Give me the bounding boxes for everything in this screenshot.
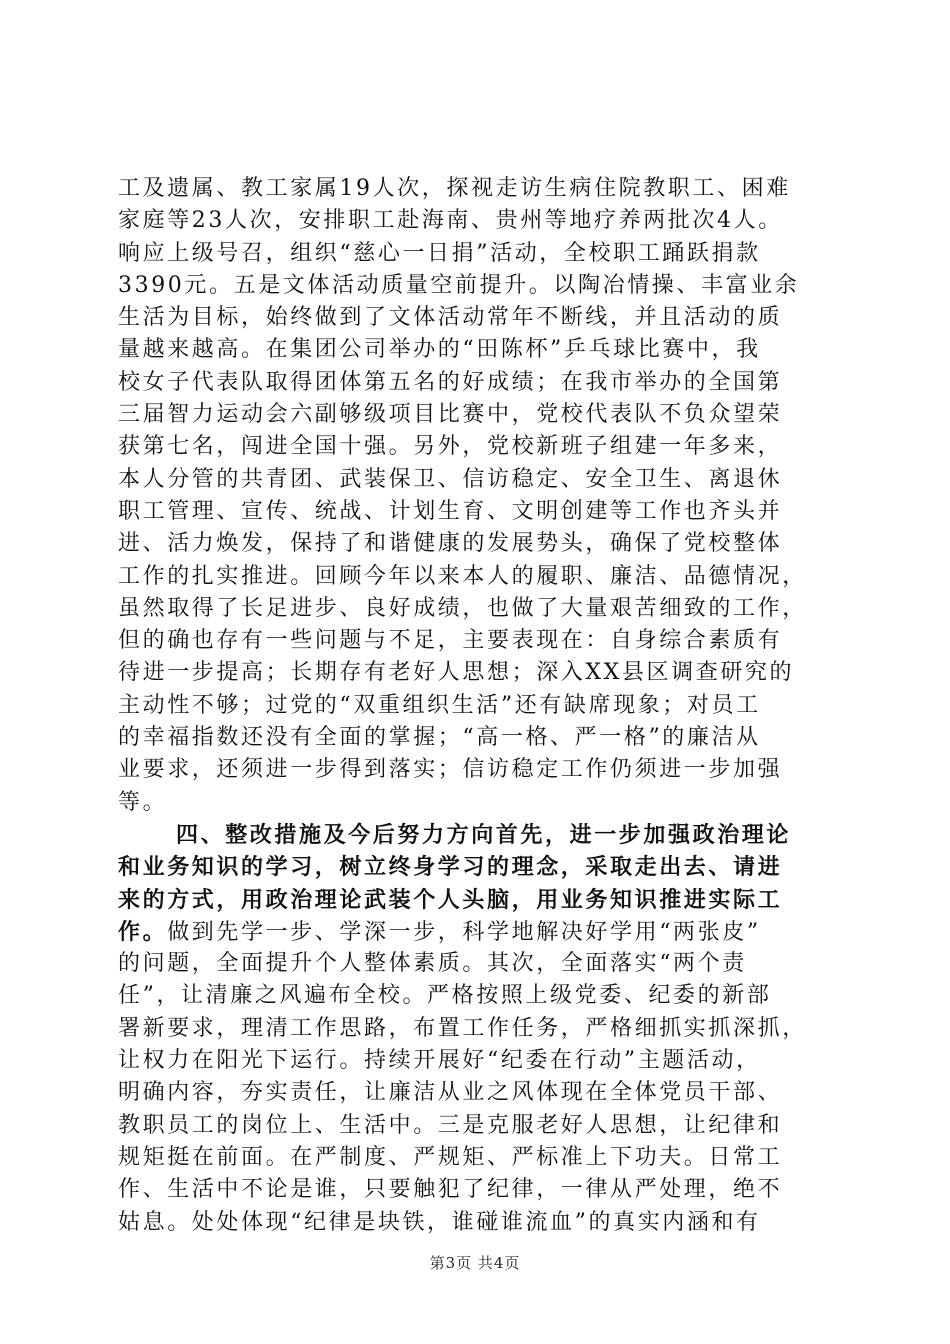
text-line	[118, 238, 838, 270]
text-segment: 让权力在阳光下运行。持续开展好“纪委在行动”主题活动，	[118, 1048, 761, 1074]
text-line	[118, 819, 838, 851]
text-segment: 工及遗属、教工家属19人次，探视走访生病住院教职工、困难	[118, 176, 791, 201]
bold-text-segment: 和业务知识的学习，树立终身学习的理念，采取走出去、请进	[118, 854, 783, 881]
text-line	[118, 1045, 838, 1077]
bold-text-segment: 四、整改措施及今后努力方向首先，进一步加强政治理论	[176, 821, 792, 848]
text-segment: 的问题，全面提升个人整体素质。其次，全面落实“两个责	[118, 951, 747, 977]
text-line	[118, 367, 838, 399]
text-segment: 待进一步提高；长期存有老好人思想；深入XX县区调查研究的	[118, 660, 795, 686]
text-segment: 本人分管的共青团、武装保卫、信访稳定、安全卫生、离退休	[118, 466, 783, 492]
text-line	[118, 173, 838, 205]
text-segment: 明确内容，夯实责任，让廉洁从业之风体现在全体党员干部、	[118, 1080, 783, 1106]
bold-text-segment: 作。	[118, 918, 168, 945]
text-line	[118, 916, 838, 948]
text-segment: 获第七名，闯进全国十强。另外，党校新班子组建一年多来，	[118, 434, 783, 460]
text-segment: 校女子代表队取得团体第五名的好成绩；在我市举办的全国第	[118, 369, 783, 395]
text-segment: 等。	[118, 789, 168, 815]
text-segment: 作、生活中不论是谁，只要触犯了纪律，一律从严处理，绝不	[118, 1177, 783, 1203]
text-segment: 响应上级号召，组织“慈心一日捐”活动，全校职工踊跃捐款	[118, 240, 761, 266]
text-line	[118, 302, 838, 334]
text-line	[118, 593, 838, 625]
text-segment: 署新要求，理清工作思路，布置工作任务，严格细抓实抓深抓，	[118, 1015, 807, 1041]
text-segment: 规矩挺在前面。在严制度、严规矩、严标准上下功夫。日常工	[118, 1144, 783, 1170]
text-line	[118, 980, 838, 1012]
text-line	[118, 1013, 838, 1045]
text-segment: 量越来越高。在集团公司举办的“田陈杯”乒乓球比赛中，我	[118, 337, 761, 363]
body-text	[118, 173, 838, 1239]
text-segment: 工作的扎实推进。回顾今年以来本人的履职、廉洁、品德情况，	[118, 563, 807, 589]
text-segment: 但的确也存有一些问题与不足，主要表现在：自身综合素质有	[118, 628, 783, 654]
text-segment: 教职员工的岗位上、生活中。三是克服老好人思想，让纪律和	[118, 1112, 783, 1138]
text-line	[118, 1142, 838, 1174]
text-segment: 任”，让清廉之风遍布全校。严格按照上级党委、纪委的新部	[118, 983, 772, 1009]
text-line	[118, 625, 838, 657]
text-line	[118, 1174, 838, 1206]
text-line	[118, 1077, 838, 1109]
text-line	[118, 722, 838, 754]
text-line	[118, 561, 838, 593]
text-segment: 的幸福指数还没有全面的掌握；“高一格、严一格”的廉洁从	[118, 725, 761, 751]
text-line	[118, 496, 838, 528]
text-segment: 进、活力焕发，保持了和谐健康的发展势头，确保了党校整体	[118, 531, 783, 557]
text-line	[118, 528, 838, 560]
text-segment: 做到先学一步、学深一步，科学地解决好学用“两张皮”	[167, 919, 761, 945]
text-segment: 虽然取得了长足进步、良好成绩，也做了大量艰苦细致的工作，	[118, 595, 807, 621]
text-line	[118, 205, 838, 237]
text-line	[118, 851, 838, 883]
text-line	[118, 657, 838, 689]
text-line	[118, 787, 838, 819]
text-line	[118, 431, 838, 463]
text-line	[118, 464, 838, 496]
text-line	[118, 1110, 838, 1142]
page-footer: 第3页 共4页	[429, 1254, 521, 1272]
text-segment: 姑息。处处体现“纪律是块铁，谁碰谁流血”的真实内涵和有	[118, 1209, 761, 1235]
text-segment: 生活为目标，始终做到了文体活动常年不断线，并且活动的质	[118, 305, 783, 331]
text-line	[118, 690, 838, 722]
text-line	[118, 948, 838, 980]
text-segment: 家庭等23人次，安排职工赴海南、贵州等地疗养两批次4人。	[118, 208, 783, 234]
text-line	[118, 754, 838, 786]
text-segment: 业要求，还须进一步得到落实；信访稳定工作仍须进一步加强	[118, 757, 783, 783]
text-segment: 三届智力运动会六副够级项目比赛中，党校代表队不负众望荣	[118, 402, 783, 428]
text-line	[118, 334, 838, 366]
text-segment: 3390元。五是文体活动质量空前提升。以陶冶情操、丰富业余	[118, 272, 800, 298]
bold-text-segment: 来的方式，用政治理论武装个人头脑，用业务知识推进实际工	[118, 886, 783, 913]
text-line	[118, 1207, 838, 1239]
text-segment: 主动性不够；过党的“双重组织生活”还有缺席现象；对员工	[118, 692, 761, 718]
text-line	[118, 884, 838, 916]
text-line	[118, 399, 838, 431]
text-line	[118, 270, 838, 302]
text-segment: 职工管理、宣传、统战、计划生育、文明创建等工作也齐头并	[118, 498, 783, 524]
